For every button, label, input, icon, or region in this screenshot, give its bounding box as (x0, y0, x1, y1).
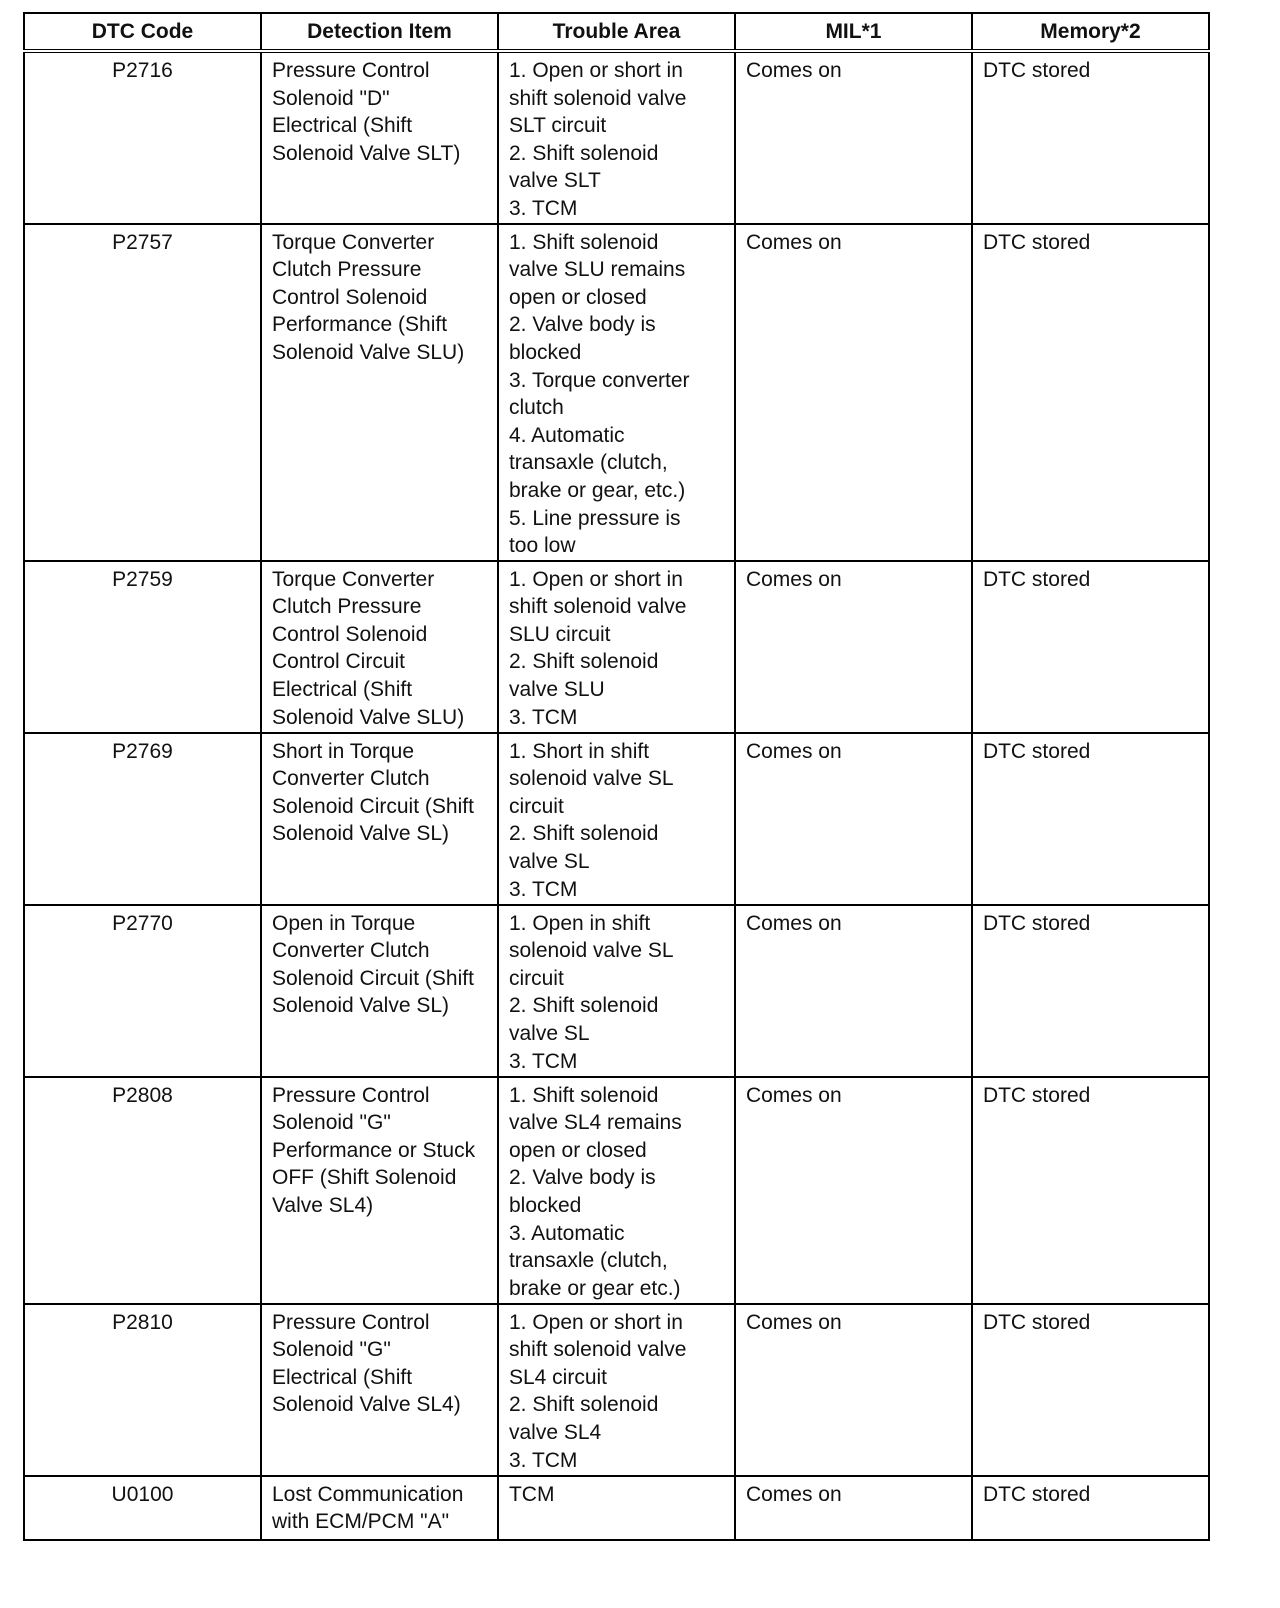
trouble-area-cell-line: 3. Automatic (508, 1221, 625, 1245)
trouble-area-cell-line: blocked (508, 1194, 582, 1218)
detection-item-cell (261, 733, 498, 905)
trouble-area-cell-line: shift solenoid valve (508, 1338, 687, 1362)
memory-cell: DTC stored (972, 733, 1209, 905)
header-detection-item: Detection Item (261, 13, 498, 51)
detection-item-cell (261, 905, 498, 1077)
trouble-area-cell-line: 2. Shift solenoid (508, 141, 659, 165)
detection-item-cell-line: Control Solenoid (271, 622, 428, 646)
trouble-area-cell-line: open or closed (508, 285, 647, 309)
mil-cell: Comes on (735, 1476, 972, 1540)
trouble-area-cell-line: 3. TCM (508, 1049, 578, 1073)
trouble-area-cell-line: valve SL (508, 1022, 590, 1046)
trouble-area-cell-line: valve SLU remains (508, 258, 686, 282)
mil-cell: Comes on (735, 51, 972, 224)
detection-item-cell (261, 1304, 498, 1476)
table-row (24, 1077, 1209, 1304)
table-row (24, 561, 1209, 733)
trouble-area-cell-line: 2. Shift solenoid (508, 1393, 659, 1417)
dtc-code-cell: U0100 (24, 1476, 261, 1540)
detection-item-cell-line: Clutch Pressure (271, 258, 422, 282)
trouble-area-cell-line: open or closed (508, 1138, 647, 1162)
dtc-code-cell: P2770 (24, 905, 261, 1077)
detection-item-cell-line: Electrical (Shift (271, 1365, 413, 1389)
trouble-area-cell-line: valve SL4 (508, 1421, 602, 1445)
detection-item-cell-line: Pressure Control (271, 59, 430, 82)
detection-item-cell-line: Electrical (Shift (271, 114, 413, 138)
trouble-area-cell-line: 2. Shift solenoid (508, 994, 659, 1018)
trouble-area-cell-line: 4. Automatic (508, 423, 625, 447)
detection-item-cell (261, 224, 498, 561)
detection-item-cell (261, 1476, 498, 1540)
dtc-code-cell: P2757 (24, 224, 261, 561)
trouble-area-cell-line: 3. TCM (508, 1448, 578, 1472)
detection-item-cell-line: with ECM/PCM "A" (271, 1510, 450, 1534)
detection-item-cell-line: Solenoid Valve SLU) (271, 705, 465, 729)
detection-item-cell-line: Solenoid Circuit (Shift (271, 794, 474, 818)
detection-item-cell-line: Solenoid Valve SLU) (271, 340, 465, 364)
memory-cell: DTC stored (972, 1304, 1209, 1476)
mil-cell: Comes on (735, 905, 972, 1077)
trouble-area-cell-line: valve SLU (508, 678, 605, 702)
trouble-area-cell-line: 1. Open or short in (508, 1310, 683, 1334)
mil-cell: Comes on (735, 1304, 972, 1476)
trouble-area-cell-line: 1. Short in shift (508, 739, 650, 763)
table-header (24, 13, 1209, 51)
trouble-area-cell-line: 2. Shift solenoid (508, 650, 659, 674)
dtc-table (23, 12, 1210, 1541)
trouble-area-cell-line: brake or gear etc.) (508, 1276, 681, 1300)
memory-cell: DTC stored (972, 1476, 1209, 1540)
trouble-area-cell-line: 2. Shift solenoid (508, 822, 659, 846)
trouble-area-cell-line: 3. TCM (508, 877, 578, 901)
trouble-area-cell-line: SL4 circuit (508, 1365, 608, 1389)
header-row (24, 13, 1209, 51)
detection-item-cell-line: Solenoid "G" (271, 1338, 391, 1362)
trouble-area-cell-line: SLT circuit (508, 114, 607, 138)
trouble-area-cell-line: 5. Line pressure is (508, 506, 681, 530)
table-body (24, 51, 1209, 1540)
trouble-area-cell-line: SLU circuit (508, 622, 611, 646)
memory-cell: DTC stored (972, 905, 1209, 1077)
mil-cell: Comes on (735, 224, 972, 561)
detection-item-cell-line: Control Solenoid (271, 285, 428, 309)
mil-cell: Comes on (735, 733, 972, 905)
detection-item-cell-line: Lost Communication (271, 1482, 464, 1506)
detection-item-cell-line: Pressure Control (271, 1083, 430, 1107)
detection-item-cell-line: Performance (Shift (271, 313, 448, 337)
trouble-area-cell-line: solenoid valve SL (508, 939, 674, 963)
trouble-area-cell (498, 224, 735, 561)
header-mil: MIL*1 (735, 13, 972, 51)
trouble-area-cell (498, 1077, 735, 1304)
detection-item-cell-line: Electrical (Shift (271, 678, 413, 702)
detection-item-cell (261, 51, 498, 224)
detection-item-cell-line: Converter Clutch (271, 767, 430, 791)
trouble-area-cell-line: 1. Open in shift (508, 911, 651, 935)
header-memory: Memory*2 (972, 13, 1209, 51)
header-dtc-code: DTC Code (24, 13, 261, 51)
detection-item-cell-line: Solenoid Valve SL4) (271, 1393, 461, 1417)
trouble-area-cell-line: 3. TCM (508, 196, 578, 220)
trouble-area-cell-line: 2. Valve body is (508, 1166, 656, 1190)
dtc-code-cell: P2716 (24, 51, 261, 224)
detection-item-cell-line: Solenoid "D" (271, 86, 390, 110)
detection-item-cell-line: Short in Torque (271, 739, 415, 763)
table-row (24, 905, 1209, 1077)
table-row (24, 733, 1209, 905)
trouble-area-cell-line: 3. Torque converter (508, 368, 690, 392)
memory-cell: DTC stored (972, 1077, 1209, 1304)
trouble-area-cell-line: 1. Shift solenoid (508, 1083, 659, 1107)
mil-cell: Comes on (735, 1077, 972, 1304)
detection-item-cell (261, 1077, 498, 1304)
detection-item-cell-line: Solenoid "G" (271, 1111, 391, 1135)
detection-item-cell-line: Converter Clutch (271, 939, 430, 963)
dtc-code-cell: P2759 (24, 561, 261, 733)
table-row (24, 1304, 1209, 1476)
detection-item-cell-line: Open in Torque (271, 911, 416, 935)
trouble-area-cell-line: 1. Open or short in (508, 567, 683, 591)
trouble-area-cell-line: transaxle (clutch, (508, 1249, 668, 1273)
mil-cell: Comes on (735, 561, 972, 733)
trouble-area-cell (498, 733, 735, 905)
detection-item-cell-line: OFF (Shift Solenoid (271, 1166, 457, 1190)
detection-item-cell-line: Torque Converter (271, 567, 435, 591)
trouble-area-cell-line: 1. Open or short in (508, 59, 683, 82)
detection-item-cell-line: Solenoid Valve SL) (271, 994, 450, 1018)
trouble-area-cell-line: 1. Shift solenoid (508, 230, 659, 254)
dtc-code-cell: P2769 (24, 733, 261, 905)
table-row (24, 224, 1209, 561)
trouble-area-cell-line: valve SL4 remains (508, 1111, 682, 1135)
detection-item-cell-line: Clutch Pressure (271, 595, 422, 619)
trouble-area-cell-line: brake or gear, etc.) (508, 478, 686, 502)
trouble-area-cell-line: valve SLT (508, 169, 601, 193)
trouble-area-cell-line: blocked (508, 340, 582, 364)
header-trouble-area: Trouble Area (498, 13, 735, 51)
trouble-area-cell-line: clutch (508, 396, 564, 420)
trouble-area-cell-line: valve SL (508, 850, 590, 874)
trouble-area-cell (498, 1476, 735, 1540)
trouble-area-cell-line: circuit (508, 794, 564, 818)
detection-item-cell-line: Solenoid Circuit (Shift (271, 966, 474, 990)
trouble-area-cell (498, 905, 735, 1077)
table-row (24, 51, 1209, 224)
detection-item-cell-line: Torque Converter (271, 230, 435, 254)
detection-item-cell-line: Control Circuit (271, 650, 406, 674)
detection-item-cell-line: Solenoid Valve SL) (271, 822, 450, 846)
trouble-area-cell (498, 561, 735, 733)
trouble-area-cell-line: TCM (508, 1482, 555, 1506)
trouble-area-cell (498, 51, 735, 224)
trouble-area-cell-line: 2. Valve body is (508, 313, 656, 337)
dtc-code-cell: P2808 (24, 1077, 261, 1304)
memory-cell: DTC stored (972, 561, 1209, 733)
detection-item-cell-line: Pressure Control (271, 1310, 430, 1334)
trouble-area-cell-line: solenoid valve SL (508, 767, 674, 791)
trouble-area-cell-line: too low (508, 534, 576, 558)
trouble-area-cell (498, 1304, 735, 1476)
trouble-area-cell-line: shift solenoid valve (508, 86, 687, 110)
detection-item-cell-line: Performance or Stuck (271, 1138, 476, 1162)
memory-cell: DTC stored (972, 51, 1209, 224)
trouble-area-cell-line: 3. TCM (508, 705, 578, 729)
detection-item-cell (261, 561, 498, 733)
trouble-area-cell-line: transaxle (clutch, (508, 451, 668, 475)
dtc-code-cell: P2810 (24, 1304, 261, 1476)
detection-item-cell-line: Valve SL4) (271, 1194, 374, 1218)
memory-cell: DTC stored (972, 224, 1209, 561)
trouble-area-cell-line: circuit (508, 966, 564, 990)
trouble-area-cell-line: shift solenoid valve (508, 595, 687, 619)
detection-item-cell-line: Solenoid Valve SLT) (271, 141, 461, 165)
table-row (24, 1476, 1209, 1540)
